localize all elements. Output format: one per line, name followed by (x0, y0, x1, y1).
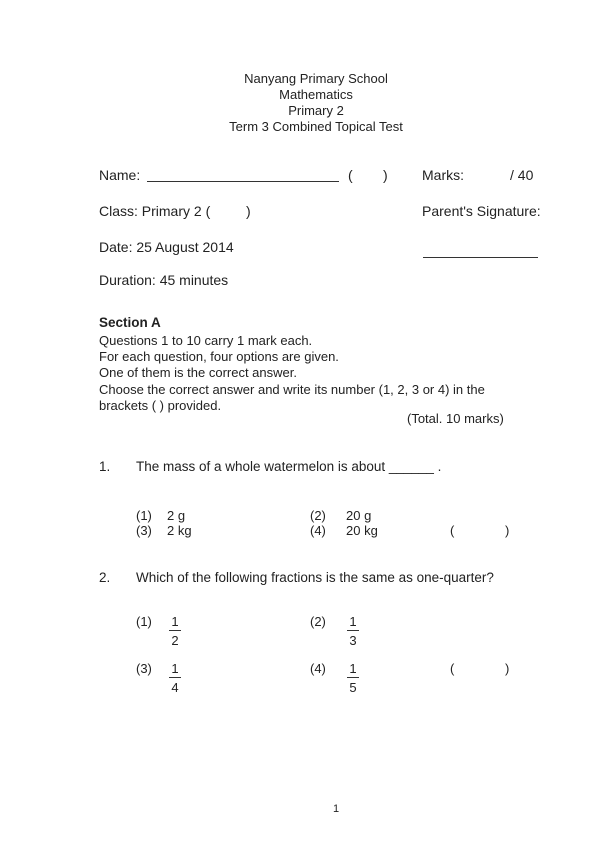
fraction-bar (347, 677, 359, 678)
numerator: 1 (349, 614, 357, 629)
instruction-line: For each question, four options are given. (99, 349, 339, 365)
test-header (0, 71, 600, 135)
option-value: 2 g (167, 508, 186, 523)
section-total-marks: (Total. 10 marks) (407, 411, 504, 426)
fraction-bar (347, 630, 359, 631)
numerator: 1 (349, 661, 357, 676)
page-number: 1 (333, 803, 340, 815)
marks-label: Marks: (422, 167, 464, 183)
class-label: Class: Primary 2 ( (99, 203, 211, 219)
option-value: 2 kg (167, 523, 192, 538)
instruction-line: One of them is the correct answer. (99, 365, 297, 381)
question-text: The mass of a whole watermelon is about ______ . (136, 459, 442, 474)
fraction-bar (169, 677, 181, 678)
instruction-line: brackets ( ) provided. (99, 397, 222, 413)
index-bracket-open: ( (348, 167, 353, 183)
option-label: (4) (310, 523, 326, 538)
parent-signature-field[interactable] (423, 245, 538, 258)
option-label: (3) (136, 523, 152, 538)
option-label: (3) (136, 661, 152, 676)
name-label: Name: (99, 167, 141, 183)
option-label: (1) (136, 614, 152, 629)
numerator: 1 (171, 614, 179, 629)
denominator: 3 (349, 633, 357, 648)
option-label: (1) (136, 508, 152, 523)
denominator: 2 (171, 633, 179, 648)
section-instructions (99, 333, 485, 414)
fraction-bar (169, 630, 181, 631)
option-value: 20 g (346, 508, 372, 523)
answer-bracket-close: ) (505, 661, 510, 676)
parent-signature-label: Parent's Signature: (422, 203, 541, 219)
answer-bracket-open: ( (450, 661, 455, 676)
marks-total: / 40 (510, 167, 534, 183)
test-title: Term 3 Combined Topical Test (229, 119, 403, 134)
question-number: 1. (99, 459, 111, 474)
level-name: Primary 2 (288, 103, 344, 118)
section-title: Section A (99, 315, 161, 330)
question-text: Which of the following fractions is the same as one-quarter? (136, 570, 494, 585)
denominator: 5 (349, 680, 357, 695)
duration-text: Duration: 45 minutes (99, 272, 229, 288)
subject-name: Mathematics (279, 87, 353, 102)
fraction (169, 614, 181, 648)
option-label: (4) (310, 661, 326, 676)
answer-bracket-close: ) (505, 523, 510, 538)
fraction (347, 661, 359, 695)
option-label: (2) (310, 508, 326, 523)
question-number: 2. (99, 570, 111, 585)
fraction (169, 661, 181, 695)
instruction-line: Questions 1 to 10 carry 1 mark each. (99, 333, 313, 348)
option-value: 20 kg (346, 523, 378, 538)
index-bracket-close: ) (383, 167, 388, 183)
name-field[interactable] (147, 169, 339, 182)
fraction (347, 614, 359, 648)
school-name: Nanyang Primary School (244, 71, 388, 86)
denominator: 4 (171, 680, 179, 695)
answer-bracket-open: ( (450, 523, 455, 538)
option-label: (2) (310, 614, 326, 629)
date-text: Date: 25 August 2014 (99, 239, 234, 255)
instruction-line: Choose the correct answer and write its number (1, 2, 3 or 4) in the (99, 381, 485, 397)
class-bracket-close: ) (246, 203, 251, 219)
numerator: 1 (171, 661, 179, 676)
